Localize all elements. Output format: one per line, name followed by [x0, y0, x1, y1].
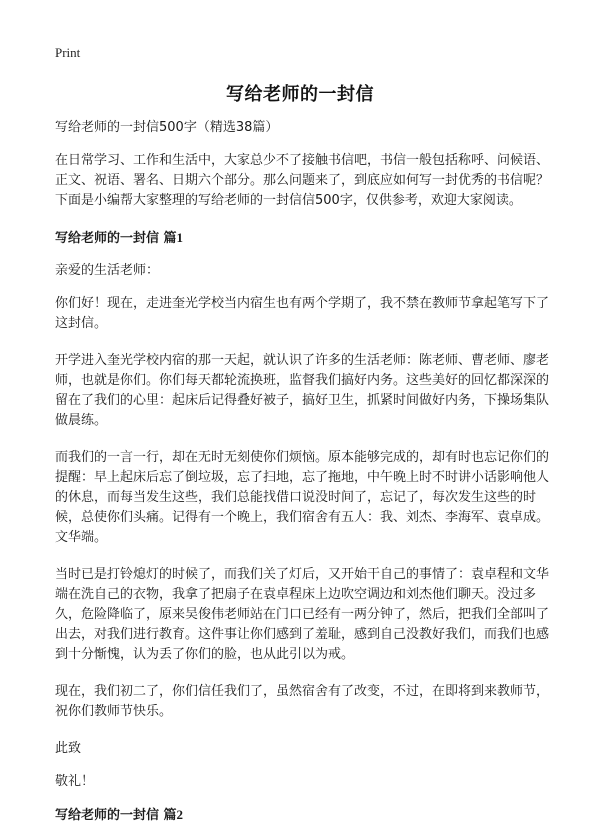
document-body	[55, 118, 551, 838]
closing-line: 敬礼！	[55, 774, 95, 789]
letter-paragraph: 当时已是打铃熄灯的时候了，而我们关了灯后，又开始干自己的事情了：袁卓程和文华端在洗自己的衣物，我拿了把扇子在袁卓程床上边吹空调边和刘杰他们聊天。没过多久，危险降临了，原来吴俊伟老师站在门口已经有一两分钟了，然后，把我们全部叫了出去，对我们进行教育。这件事让你们感到了羞耻，感到自己没教好我们，而我们也感到十分惭愧，认为丢了你们的脸，也从此引以为戒。	[55, 567, 550, 662]
letter-paragraph: 现在，我们初二了，你们信任我们了，虽然宿舍有了改变，不过，在即将到来教师节，祝你们教师节快乐。	[55, 684, 550, 719]
section-heading-number: 篇1	[163, 230, 184, 245]
letter-paragraph: 你们好！现在，走进奎光学校当内宿生也有两个学期了，我不禁在教师节拿起笔写下了这封信。	[55, 296, 550, 331]
letter-paragraph: 开学进入奎光学校内宿的那一天起，就认识了许多的生活老师：陈老师、曹老师、廖老师，也就是你们。你们每天都轮流换班，监督我们搞好内务。这些美好的回忆都深深的留在了我们的心里：起床后记得叠好被子，搞好卫生，抓紧时间做好内务，下操场集队做晨练。	[55, 353, 550, 428]
page-title: 写给老师的一封信	[226, 84, 374, 105]
print-link[interactable]: Print	[55, 45, 81, 60]
section-heading-2	[55, 805, 551, 826]
subtitle: 写给老师的一封信500字（精选38篇）	[55, 120, 279, 135]
closing-line: 此致	[55, 741, 82, 756]
section-heading-text: 写给老师的一封信	[55, 231, 160, 246]
section-heading-number: 篇2	[163, 807, 184, 822]
section-heading-1	[55, 228, 551, 249]
intro-paragraph: 在日常学习、工作和生活中，大家总少不了接触书信吧，书信一般包括称呼、问候语、正文、祝语、署名、日期六个部分。那么问题来了，到底应如何写一封优秀的书信呢？下面是小编帮大家整理的写给老师的一封信信500字，仅供参考，欢迎大家阅读。	[55, 153, 550, 208]
letter-paragraph: 而我们的一言一行，却在无时无刻使你们烦恼。原本能够完成的，却有时也忘记你们的提醒：早上起床后忘了倒垃圾，忘了扫地，忘了拖地，中午晚上时不时讲小话影响他人的休息，而每当发生这些，我们总能找借口说没时间了，忘记了，每次发生这些的时候，总使你们头痛。记得有一个晚上，我们宿舍有五人：我、刘杰、李海军、袁卓成。文华端。	[55, 450, 550, 545]
salutation: 亲爱的生活老师：	[55, 263, 160, 278]
section-heading-text: 写给老师的一封信	[55, 808, 160, 823]
